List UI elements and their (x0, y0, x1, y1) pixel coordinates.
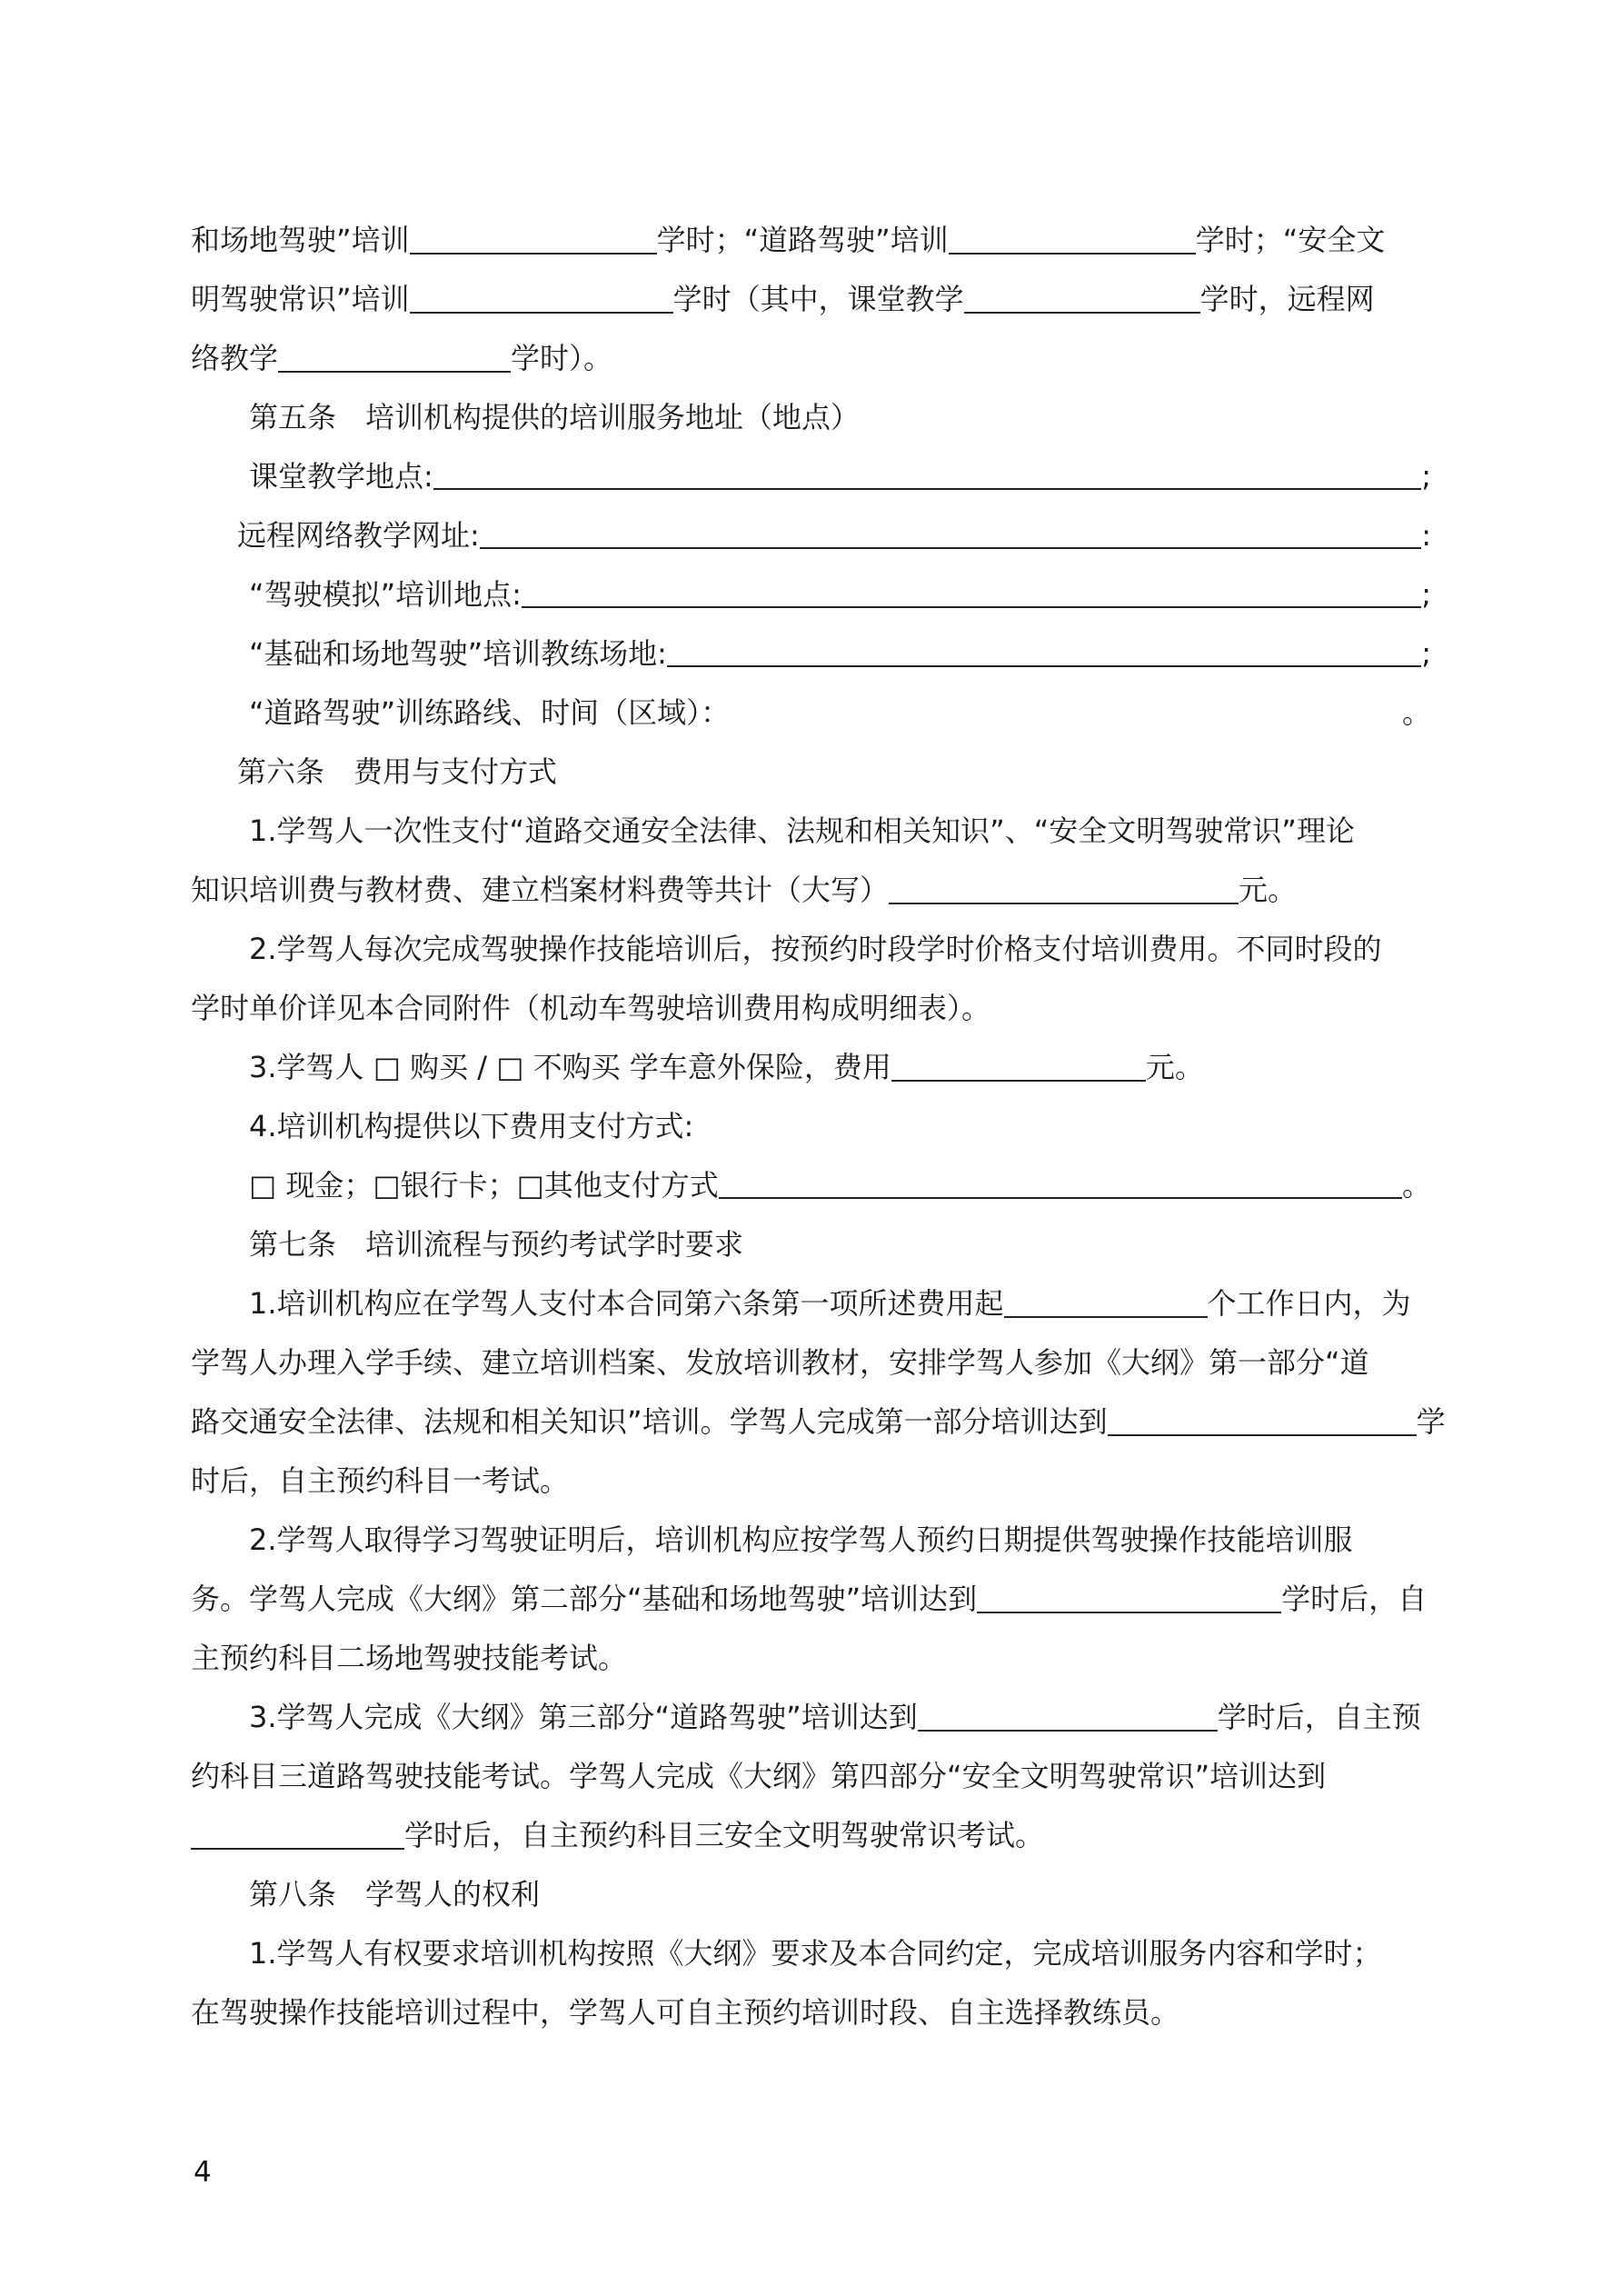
blank-field (410, 312, 673, 314)
blank-field (889, 903, 1239, 904)
text-run: 明驾驶常识”培训 (191, 282, 410, 316)
blank-field (1108, 1434, 1417, 1436)
line-7-3b (191, 1747, 1431, 1806)
text-run: 1.培训机构应在学驾人支付本合同第六条第一项所述费用起 (249, 1286, 1004, 1321)
line-6-2b (191, 979, 1431, 1038)
blank-field (964, 312, 1200, 314)
text-run: 1.学驾人一次性支付“道路交通安全法律、法规和相关知识”、“安全文明驾驶常识”理论 (249, 814, 1355, 848)
line-7-2c (191, 1629, 1431, 1688)
text-run: 。 (1401, 1168, 1431, 1203)
doc-lines (191, 211, 1446, 2042)
line-simulation-address (191, 565, 1431, 624)
text-run: 课堂教学地点: (249, 459, 433, 494)
line-6-4 (191, 1097, 1431, 1156)
text-run: 学时）。 (511, 341, 613, 375)
text-run: □ 现金；□银行卡；□其他支付方式 (249, 1168, 719, 1203)
blank-field (1004, 1316, 1208, 1318)
blank-field (522, 565, 1421, 608)
text-run: ; (1421, 577, 1431, 612)
text-run: 学 (1416, 1404, 1446, 1439)
blank-field (191, 1848, 404, 1850)
line-7-1b (191, 1333, 1431, 1393)
line-7-3a (191, 1688, 1431, 1747)
text-run: 学时单价详见本合同附件（机动车驾驶培训费用构成明细表）。 (191, 991, 991, 1025)
line-hours-1 (191, 211, 1431, 270)
line-7-2a (191, 1511, 1431, 1570)
text-run: 学时；“安全文 (1195, 223, 1386, 257)
blank-field (891, 1080, 1146, 1082)
text-run: 约科目三道路驾驶技能考试。学驾人完成《大纲》第四部分“安全文明驾驶常识”培训达到 (191, 1759, 1327, 1793)
text-run: 知识培训费与教材费、建立档案材料费等共计（大写） (191, 873, 890, 907)
text-run: “道路驾驶”训练路线、时间（区域）： (249, 695, 731, 730)
text-run: 学时，远程网 (1199, 282, 1375, 316)
heading-article-5 (191, 388, 1431, 447)
text-run: 。 (1401, 695, 1431, 730)
line-payment-options (191, 1156, 1431, 1215)
heading-article-8 (191, 1865, 1431, 1924)
text-run: 远程网络教学网址: (237, 518, 480, 553)
text-run: 学时；“道路驾驶”培训 (656, 223, 949, 257)
line-6-3-insurance (191, 1038, 1431, 1097)
line-6-1a (191, 802, 1431, 861)
line-training-ground (191, 624, 1431, 684)
text-run: “驾驶模拟”培训地点: (249, 577, 522, 612)
text-run: “基础和场地驾驶”培训教练场地: (249, 636, 667, 671)
text-run: 2.学驾人每次完成驾驶操作技能培训后，按预约时段学时价格支付培训费用。不同时段的 (249, 932, 1382, 966)
text-run: 络教学 (191, 341, 279, 375)
line-7-3c (191, 1806, 1431, 1865)
line-6-1b (191, 861, 1431, 920)
line-classroom-address (191, 447, 1431, 506)
line-remote-url (191, 506, 1431, 565)
text-run: 务。学驾人完成《大纲》第二部分“基础和场地驾驶”培训达到 (191, 1582, 978, 1616)
text-run: 2.学驾人取得学习驾驶证明后，培训机构应按学驾人预约日期提供驾驶操作技能培训服 (249, 1522, 1353, 1557)
line-hours-2 (191, 270, 1431, 329)
blank-field (949, 253, 1196, 255)
text-run: 元。 (1239, 873, 1298, 907)
line-8-1b (191, 1983, 1431, 2042)
line-hours-3 (191, 329, 1431, 388)
text-run: 学时后，自 (1281, 1582, 1428, 1616)
line-7-1a (191, 1274, 1431, 1333)
heading-article-6 (191, 743, 1431, 802)
text-run: 第七条 培训流程与预约考试学时要求 (249, 1227, 744, 1262)
line-road-route (191, 684, 1431, 743)
line-7-2b (191, 1570, 1431, 1629)
text-run: 3.学驾人完成《大纲》第三部分“道路驾驶”培训达到 (249, 1700, 918, 1734)
line-7-1c (191, 1393, 1446, 1452)
text-run: 个工作日内，为 (1207, 1286, 1411, 1321)
text-run: 3.学驾人 □ 购买 / □ 不购买 学车意外保险，费用 (249, 1050, 891, 1084)
text-run: 时后，自主预约科目一考试。 (191, 1463, 570, 1498)
blank-field (278, 371, 511, 373)
text-run: 学驾人办理入学手续、建立培训档案、发放培训教材，安排学驾人参加《大纲》第一部分“道 (191, 1345, 1369, 1380)
text-run: 在驾驶操作技能培训过程中，学驾人可自主预约培训时段、自主选择教练员。 (191, 1995, 1180, 2030)
text-run: : (1421, 518, 1431, 553)
text-run: 和场地驾驶”培训 (191, 223, 410, 257)
text-run: 学时后，自主预约科目三安全文明驾驶常识考试。 (404, 1818, 1045, 1852)
text-run: 1.学驾人有权要求培训机构按照《大纲》要求及本合同约定，完成培训服务内容和学时； (249, 1936, 1382, 1971)
blank-field (918, 1730, 1218, 1732)
page-number: 4 (194, 2156, 212, 2189)
blank-field (410, 253, 657, 255)
text-run: 学时后，自主预 (1217, 1700, 1421, 1734)
text-run: 主预约科目二场地驾驶技能考试。 (191, 1641, 628, 1675)
spacer (730, 684, 1402, 743)
text-run: ; (1421, 459, 1431, 494)
text-run: 第六条 费用与支付方式 (237, 754, 558, 789)
line-7-1d (191, 1452, 1431, 1511)
blank-field (667, 624, 1421, 667)
text-run: 4.培训机构提供以下费用支付方式: (249, 1109, 694, 1143)
blank-field (719, 1156, 1402, 1199)
blank-field (977, 1612, 1281, 1613)
heading-article-7 (191, 1215, 1431, 1274)
blank-field (480, 506, 1421, 549)
text-run: 学时（其中，课堂教学 (672, 282, 964, 316)
line-8-1a (191, 1924, 1431, 1983)
line-6-2a (191, 920, 1431, 979)
text-run: 第八条 学驾人的权利 (249, 1877, 541, 1912)
text-run: 第五条 培训机构提供的培训服务地址（地点） (249, 400, 861, 434)
text-run: ; (1421, 636, 1431, 671)
blank-field (433, 447, 1421, 490)
text-run: 元。 (1145, 1050, 1204, 1084)
text-run: 路交通安全法律、法规和相关知识”培训。学驾人完成第一部分培训达到 (191, 1404, 1108, 1439)
